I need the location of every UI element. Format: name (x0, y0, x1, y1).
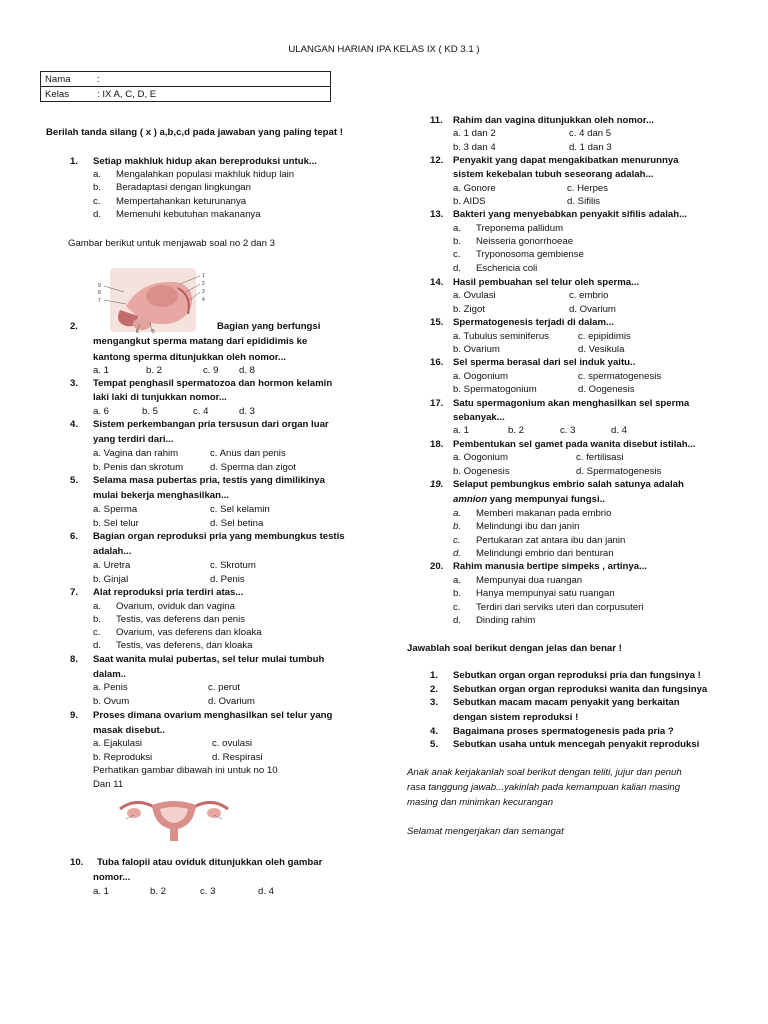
q3-option[interactable]: a. 6 (93, 406, 110, 417)
q19-option-label[interactable]: a. (453, 508, 462, 519)
q8-text: Saat wanita mulai pubertas, sel telur mulai tumbuh (93, 654, 325, 665)
figure-label: 2 (202, 281, 205, 287)
q1-option-label[interactable]: a. (93, 169, 102, 180)
q10-option[interactable]: c. 3 (200, 886, 216, 897)
q13-number: 13. (430, 209, 444, 220)
essay-number: 3. (430, 697, 439, 708)
q9-text: masak disebut.. (93, 725, 165, 736)
q16-option[interactable]: a. Oogonium (453, 371, 508, 382)
q8-number: 8. (70, 654, 79, 665)
q19-text-line2 (453, 494, 605, 505)
q9-text: Proses dimana ovarium menghasilkan sel telur yang (93, 710, 333, 721)
essay-number: 2. (430, 684, 439, 695)
figure-label: 7 (98, 298, 101, 304)
essay-heading: Jawablah soal berikut dengan jelas dan benar ! (407, 643, 622, 654)
kelas-value: : IX A, C, D, E (97, 88, 157, 100)
q16-text: Sel sperma berasal dari sel induk yaitu.. (453, 357, 636, 368)
figure-label: 8 (98, 290, 101, 296)
kelas-field[interactable] (41, 87, 331, 102)
figure-label: 5 (152, 329, 155, 334)
q7-option-label[interactable]: d. (93, 640, 102, 651)
closing-note: masing dan minimkan kecurangan (407, 797, 554, 808)
q11-option[interactable]: d. 1 dan 3 (569, 142, 612, 153)
q13-option-label[interactable]: c. (453, 249, 461, 260)
q19-text: Selaput pembungkus embrio salah satunya adalah (453, 479, 684, 490)
q2-number: 2. (70, 321, 79, 332)
q5-text: Selama masa pubertas pria, testis yang dimilikinya (93, 475, 325, 486)
q20-option-label[interactable]: b. (453, 588, 462, 599)
q12-option[interactable]: a. Gonore (453, 183, 496, 194)
q17-number: 17. (430, 398, 444, 409)
q7-option-text: Ovarium, vas deferens dan kloaka (116, 627, 262, 638)
q8-option[interactable]: a. Penis (93, 682, 128, 693)
essay-number: 4. (430, 726, 439, 737)
q4-option[interactable]: a. Vagina dan rahim (93, 448, 179, 459)
essay-question: Bagaimana proses spermatogenesis pada pria ? (453, 726, 674, 737)
q15-option[interactable]: c. epipidimis (578, 331, 631, 342)
q2-text: kantong sperma ditunjukkan oleh nomor... (93, 352, 286, 363)
q19-option-text: Memberi makanan pada embrio (476, 508, 612, 519)
q12-text: Penyakit yang dapat mengakibatkan menurunnya (453, 155, 679, 166)
q6-option[interactable]: c. Skrotum (210, 560, 256, 571)
q20-option-label[interactable]: d. (453, 615, 462, 626)
nama-row (41, 72, 331, 87)
q17-option[interactable]: d. 4 (611, 425, 628, 436)
q19-option-text: Melindungi ibu dan janin (476, 521, 580, 532)
q17-option[interactable]: a. 1 (453, 425, 470, 436)
q4-option[interactable]: c. Anus dan penis (210, 448, 286, 459)
q4-text: Sistem perkembangan pria tersusun dari organ luar (93, 419, 329, 430)
q1-option-text: Mengalahkan populasi makhluk hidup lain (116, 169, 295, 180)
essay-question: Sebutkan organ organ reproduksi pria dan fungsinya ! (453, 670, 701, 681)
q20-text: Rahim manusia bertipe simpeks , artinya... (453, 561, 648, 572)
q5-option[interactable]: d. Sel betina (210, 518, 264, 529)
nama-field[interactable] (41, 72, 331, 87)
q19-option-label[interactable]: c. (453, 535, 461, 546)
q5-option[interactable]: c. Sel kelamin (210, 504, 270, 515)
q19-option-label[interactable]: b. (453, 521, 462, 532)
q2-option[interactable]: d. 8 (239, 365, 256, 376)
q6-option[interactable]: d. Penis (210, 574, 245, 585)
kelas-label: Kelas (45, 88, 69, 100)
q19-term: amnion (453, 494, 488, 505)
essay-number: 5. (430, 739, 439, 750)
q6-text: Bagian organ reproduksi pria yang membungkus testis (93, 531, 345, 542)
essay-question-continued: dengan sistem reproduksi ! (453, 712, 579, 723)
q13-option-text: Eschericia coli (476, 263, 538, 274)
q19-option-text: Pertukaran zat antara ibu dan janin (476, 535, 626, 546)
q20-option-label[interactable]: a. (453, 575, 462, 586)
q7-option-text: Testis, vas deferens, dan kloaka (116, 640, 253, 651)
q7-number: 7. (70, 587, 79, 598)
essay-question: Sebutkan usaha untuk mencegah penyakit reproduksi (453, 739, 700, 750)
q3-text: laki laki di tunjukkan nomor... (93, 392, 227, 403)
q19-option-text: Melindungi embrio dari benturan (476, 548, 614, 559)
closing-note: Anak anak kerjakanlah soal berikut dengan teliti, jujur dan penuh (407, 767, 682, 778)
q11-text: Rahim dan vagina ditunjukkan oleh nomor... (453, 115, 654, 126)
q10-option[interactable]: d. 4 (258, 886, 275, 897)
q3-option[interactable]: d. 3 (239, 406, 256, 417)
q14-option[interactable]: b. Zigot (453, 304, 485, 315)
essay-number: 1. (430, 670, 439, 681)
q16-option[interactable]: b. Spermatogonium (453, 384, 537, 395)
q14-option[interactable]: a. Ovulasi (453, 290, 496, 301)
q20-option-label[interactable]: c. (453, 602, 461, 613)
female-reproductive-figure (116, 797, 232, 843)
q5-text: mulai bekerja menghasilkan... (93, 490, 229, 501)
q17-option[interactable]: c. 3 (560, 425, 576, 436)
q1-option-label[interactable]: c. (93, 196, 101, 207)
q7-option-label[interactable]: c. (93, 627, 101, 638)
q19-number: 19. (430, 479, 444, 490)
q15-text: Spermatogenesis terjadi di dalam... (453, 317, 615, 328)
figure-label: 4 (202, 297, 205, 303)
q8-text: dalam.. (93, 669, 127, 680)
q11-number: 11. (430, 115, 443, 126)
q12-option[interactable]: b. AIDS (453, 196, 486, 207)
essay-question: Sebutkan macam macam penyakit yang berkaitan (453, 697, 680, 708)
q18-number: 18. (430, 439, 444, 450)
q1-option-label[interactable]: b. (93, 182, 102, 193)
q4-number: 4. (70, 419, 79, 430)
q15-number: 15. (430, 317, 444, 328)
q15-option[interactable]: d. Vesikula (578, 344, 625, 355)
q9-option[interactable]: c. ovulasi (212, 738, 252, 749)
q17-text: Satu spermagonium akan menghasilkan sel sperma (453, 398, 690, 409)
q18-text: Pembentukan sel gamet pada wanita disebut istilah... (453, 439, 696, 450)
q16-number: 16. (430, 357, 444, 368)
figure-note-2b: Dan 11 (93, 779, 124, 790)
q19-text-rest: yang mempunyai fungsi.. (487, 494, 605, 505)
q9-option[interactable]: b. Reproduksi (93, 752, 153, 763)
figure-label: 6 (136, 329, 139, 334)
q19-option-label[interactable]: d. (453, 548, 462, 559)
q13-option-text: Neisseria gonorrhoeae (476, 236, 574, 247)
q6-text: adalah... (93, 546, 132, 557)
q11-option[interactable]: c. 4 dan 5 (569, 128, 612, 139)
nama-label: Nama (45, 73, 71, 85)
q18-option[interactable]: c. fertilisasi (576, 452, 624, 463)
q16-option[interactable]: d. Oogenesis (578, 384, 635, 395)
q1-text: Setiap makhluk hidup akan bereproduksi untuk... (93, 156, 317, 167)
closing-note: rasa tanggung jawab...yakinlah pada kemampuan kalian masing (407, 782, 681, 793)
q10-number: 10. (70, 857, 84, 868)
q6-option[interactable]: a. Uretra (93, 560, 131, 571)
q20-option-text: Dinding rahim (476, 615, 536, 626)
q2-text: Bagian yang berfungsi (217, 321, 321, 332)
q10-text: nomor... (93, 872, 131, 883)
q7-option-text: Testis, vas deferens dan penis (116, 614, 246, 625)
q13-option-text: Tryponosoma gembiense (476, 249, 584, 260)
q7-option-text: Ovarium, oviduk dan vagina (116, 601, 235, 612)
q15-option[interactable]: b. Ovarium (453, 344, 500, 355)
q6-number: 6. (70, 531, 79, 542)
q18-option[interactable]: a. Oogonium (453, 452, 508, 463)
q1-number: 1. (70, 156, 79, 167)
q13-text: Bakteri yang menyebabkan penyakit sifilis adalah... (453, 209, 688, 220)
q9-option[interactable]: d. Respirasi (212, 752, 263, 763)
q12-option[interactable]: d. Sifilis (567, 196, 601, 207)
q11-option[interactable]: b. 3 dan 4 (453, 142, 496, 153)
q11-option[interactable]: a. 1 dan 2 (453, 128, 496, 139)
page-title: ULANGAN HARIAN IPA KELAS IX ( KD 3.1 ) (288, 44, 480, 55)
q4-option[interactable]: d. Sperma dan zigot (210, 462, 296, 473)
q20-option-text: Terdiri dari serviks uteri dan corpusuteri (476, 602, 644, 613)
q15-option[interactable]: a. Tubulus seminiferus (453, 331, 549, 342)
q18-option[interactable]: d. Spermatogenesis (576, 466, 662, 477)
q13-option-text: Treponema pallidum (476, 223, 564, 234)
instruction: Berilah tanda silang ( x ) a,b,c,d pada jawaban yang paling tepat ! (46, 127, 343, 138)
q12-option[interactable]: c. Herpes (567, 183, 609, 194)
q17-text: sebanyak... (453, 412, 505, 423)
figure-label: 1 (202, 273, 205, 279)
q13-option-label[interactable]: a. (453, 223, 462, 234)
figure-note-2: Perhatikan gambar dibawah ini untuk no 10 (93, 765, 278, 776)
figure-note-1: Gambar berikut untuk menjawab soal no 2 dan 3 (68, 238, 275, 249)
q7-option-label[interactable]: b. (93, 614, 102, 625)
q10-option[interactable]: a. 1 (93, 886, 110, 897)
q2-option[interactable]: c. 9 (203, 365, 219, 376)
q14-text: Hasil pembuahan sel telur oleh sperma... (453, 277, 640, 288)
male-reproductive-figure (96, 266, 218, 334)
closing-greeting: Selamat mengerjakan dan semangat (407, 826, 564, 837)
q14-option[interactable]: d. Ovarium (569, 304, 616, 315)
q9-number: 9. (70, 710, 79, 721)
identity-table (40, 71, 331, 102)
q20-option-text: Mempunyai dua ruangan (476, 575, 583, 586)
q1-option-label[interactable]: d. (93, 209, 102, 220)
q20-option-text: Hanya mempunyai satu ruangan (476, 588, 615, 599)
q1-option-text: Mempertahankan keturunanya (116, 196, 247, 207)
nama-value: : (97, 73, 100, 85)
q12-text: sistem kekebalan tubuh seseorang adalah... (453, 169, 654, 180)
q4-option[interactable]: b. Penis dan skrotum (93, 462, 184, 473)
q10-option[interactable]: b. 2 (150, 886, 167, 897)
q16-option[interactable]: c. spermatogenesis (578, 371, 662, 382)
q20-number: 20. (430, 561, 444, 572)
q1-option-text: Memenuhi kebutuhan makananya (116, 209, 261, 220)
q8-option[interactable]: c. perut (208, 682, 240, 693)
q10-text: Tuba falopii atau oviduk ditunjukkan oleh gambar (97, 857, 323, 868)
q17-option[interactable]: b. 2 (508, 425, 525, 436)
q14-number: 14. (430, 277, 444, 288)
q1-option-text: Beradaptasi dengan lingkungan (116, 182, 251, 193)
q6-option[interactable]: b. Ginjal (93, 574, 129, 585)
q13-option-label[interactable]: b. (453, 236, 462, 247)
figure-label: 9 (98, 283, 101, 289)
q8-option[interactable]: b. Ovum (93, 696, 130, 707)
q7-option-label[interactable]: a. (93, 601, 102, 612)
q5-option[interactable]: a. Sperma (93, 504, 138, 515)
q5-number: 5. (70, 475, 79, 486)
q2-option[interactable]: a. 1 (93, 365, 110, 376)
q4-text: yang terdiri dari... (93, 434, 174, 445)
kelas-row (41, 87, 331, 102)
q13-option-label[interactable]: d. (453, 263, 462, 274)
q8-option[interactable]: d. Ovarium (208, 696, 255, 707)
q3-option[interactable]: b. 5 (142, 406, 159, 417)
q3-option[interactable]: c. 4 (193, 406, 209, 417)
figure-label: 3 (202, 289, 205, 295)
q14-option[interactable]: c. embrio (569, 290, 609, 301)
q2-text: mengangkut sperma matang dari epididimis ke (93, 336, 308, 347)
q3-number: 3. (70, 378, 79, 389)
essay-question: Sebutkan organ organ reproduksi wanita dan fungsinya (453, 684, 708, 695)
q18-option[interactable]: b. Oogenesis (453, 466, 510, 477)
q7-text: Alat reproduksi pria terdiri atas... (93, 587, 244, 598)
q5-option[interactable]: b. Sel telur (93, 518, 139, 529)
q9-option[interactable]: a. Ejakulasi (93, 738, 143, 749)
q3-text: Tempat penghasil spermatozoa dan hormon kelamin (93, 378, 333, 389)
q12-number: 12. (430, 155, 444, 166)
q2-option[interactable]: b. 2 (146, 365, 163, 376)
